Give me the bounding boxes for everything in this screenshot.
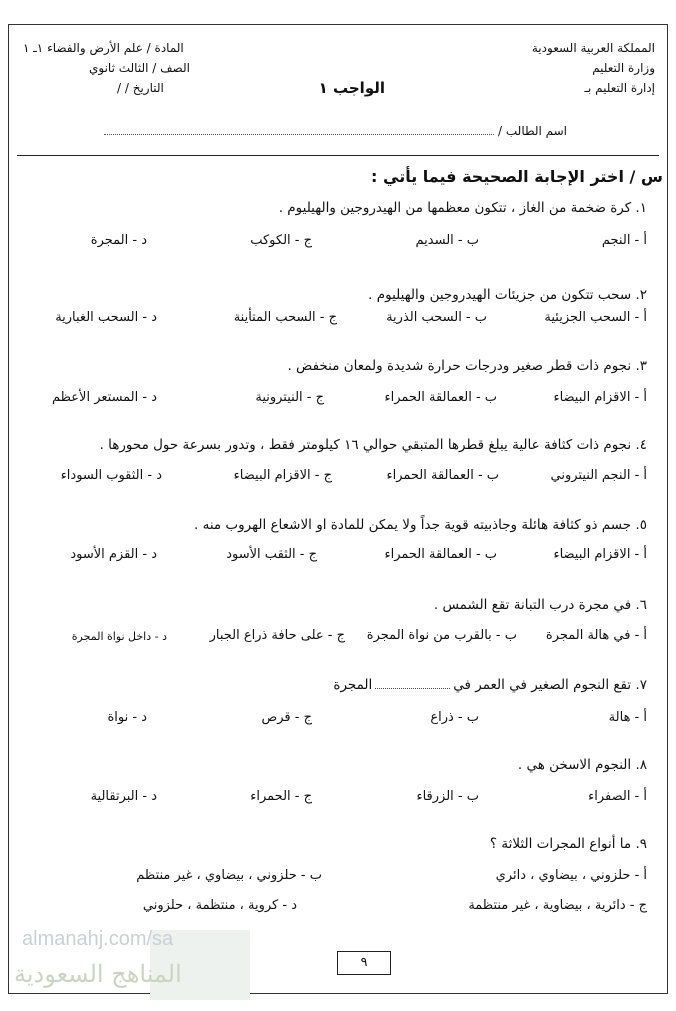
question-1: ١. كرة ضخمة من الغاز ، تتكون معظمها من الهيدروجين والهيليوم . bbox=[278, 200, 647, 216]
q3-option-c[interactable]: ج - النيترونية bbox=[255, 390, 324, 405]
q3-option-a[interactable]: أ - الاقزام البيضاء bbox=[553, 390, 647, 405]
question-8: ٨. النجوم الاسخن هي . bbox=[517, 757, 647, 773]
header-ministry: وزارة التعليم bbox=[592, 61, 655, 75]
q8-option-b[interactable]: ب - الزرقاء bbox=[416, 789, 479, 804]
question-3: ٣. نجوم ذات قطر صغير ودرجات حرارة شديدة ولمعان منخفض . bbox=[287, 358, 647, 374]
q3-option-b[interactable]: ب - العمالقة الحمراء bbox=[384, 390, 497, 405]
watermark-url: almanahj.com/sa bbox=[22, 928, 174, 950]
q8-option-c[interactable]: ج - الحمراء bbox=[250, 789, 312, 804]
watermark-logo: المناهج السعودية bbox=[14, 960, 182, 988]
page-number: ٩ bbox=[337, 951, 391, 975]
question-5: ٥. جسم ذو كثافة هائلة وجاذبيته قوية جداً ولا يمكن للمادة او الاشعاع الهروب منه . bbox=[194, 517, 647, 533]
header-divider bbox=[17, 155, 659, 156]
section-title: س / اختر الإجابة الصحيحة فيما يأتي : bbox=[371, 167, 663, 186]
q6-option-a[interactable]: أ - في هالة المجرة bbox=[545, 628, 647, 643]
header-directorate: إدارة التعليم بـ bbox=[584, 81, 655, 95]
worksheet-page bbox=[8, 24, 668, 994]
question-4: ٤. نجوم ذات كثافة عالية يبلغ قطرها المتبقي حوالي ١٦ كيلومتر فقط ، وتدور بسرعة حول محورها . bbox=[99, 437, 647, 453]
q7-option-c[interactable]: ج - قرص bbox=[261, 710, 312, 725]
q2-option-a[interactable]: أ - السحب الجزيئية bbox=[544, 310, 647, 325]
q9-option-c[interactable]: ج - دائرية ، بيضاوية ، غير منتظمة bbox=[468, 898, 647, 913]
header-subject: المادة / علم الأرض والفضاء ١ـ ١ bbox=[23, 41, 184, 55]
question-2: ٢. سحب تتكون من جزيئات الهيدروجين والهيليوم . bbox=[368, 287, 647, 303]
question-6: ٦. في مجرة درب التبانة تقع الشمس . bbox=[433, 597, 647, 613]
q4-option-a[interactable]: أ - النجم النيتروني bbox=[550, 468, 647, 483]
q5-option-d[interactable]: د - القزم الأسود bbox=[70, 547, 157, 562]
q1-option-a[interactable]: أ - النجم bbox=[601, 233, 647, 248]
question-7-blank[interactable] bbox=[375, 680, 450, 689]
q7-option-d[interactable]: د - نواة bbox=[107, 710, 147, 725]
question-7-text: ٧. تقع النجوم الصغير في العمر في bbox=[453, 677, 647, 693]
student-name-field[interactable] bbox=[104, 124, 494, 135]
homework-title: الواجب ١ bbox=[318, 79, 385, 97]
q4-option-c[interactable]: ج - الاقزام البيضاء bbox=[233, 468, 332, 483]
q1-option-d[interactable]: د - المجرة bbox=[90, 233, 147, 248]
question-9: ٩. ما أنواع المجرات الثلاثة ؟ bbox=[489, 836, 647, 852]
header-grade: الصف / الثالث ثانوي bbox=[89, 61, 190, 75]
q8-option-a[interactable]: أ - الصفراء bbox=[588, 789, 647, 804]
q8-option-d[interactable]: د - البرتقالية bbox=[90, 789, 157, 804]
header-country: المملكة العربية السعودية bbox=[531, 41, 655, 55]
q6-option-b[interactable]: ب - بالقرب من نواة المجرة bbox=[366, 628, 517, 643]
q5-option-c[interactable]: ج - الثقب الأسود bbox=[226, 547, 317, 562]
q1-option-b[interactable]: ب - السديم bbox=[415, 233, 479, 248]
q1-option-c[interactable]: ج - الكوكب bbox=[250, 233, 312, 248]
q9-option-d[interactable]: د - كروية ، منتظمة ، حلزوني bbox=[142, 898, 297, 913]
header-date: التاريخ / / bbox=[117, 81, 164, 95]
q6-option-d[interactable]: د - داخل نواة المجرة bbox=[71, 630, 167, 643]
q2-option-c[interactable]: ج - السحب المتأينة bbox=[233, 310, 337, 325]
student-name-row bbox=[104, 124, 567, 138]
q4-option-d[interactable]: د - الثقوب السوداء bbox=[60, 468, 162, 483]
q2-option-b[interactable]: ب - السحب الذرية bbox=[386, 310, 487, 325]
q4-option-b[interactable]: ب - العمالقة الحمراء bbox=[386, 468, 499, 483]
q5-option-a[interactable]: أ - الاقزام البيضاء bbox=[553, 547, 647, 562]
q7-option-a[interactable]: أ - هالة bbox=[608, 710, 647, 725]
q7-option-b[interactable]: ب - ذراع bbox=[430, 710, 479, 725]
q2-option-d[interactable]: د - السحب الغبارية bbox=[55, 310, 157, 325]
question-7 bbox=[333, 677, 647, 693]
q9-option-a[interactable]: أ - حلزوني ، بيضاوي ، دائري bbox=[495, 868, 647, 883]
q3-option-d[interactable]: د - المستعر الأعظم bbox=[51, 390, 157, 405]
q6-option-c[interactable]: ج - على حافة ذراع الجبار bbox=[209, 628, 345, 643]
question-7-tail: المجرة bbox=[333, 677, 373, 693]
q9-option-b[interactable]: ب - حلزوني ، بيضاوي ، غير منتظم bbox=[136, 868, 322, 883]
q5-option-b[interactable]: ب - العمالقة الحمراء bbox=[384, 547, 497, 562]
student-name-label: اسم الطالب / bbox=[498, 124, 567, 138]
